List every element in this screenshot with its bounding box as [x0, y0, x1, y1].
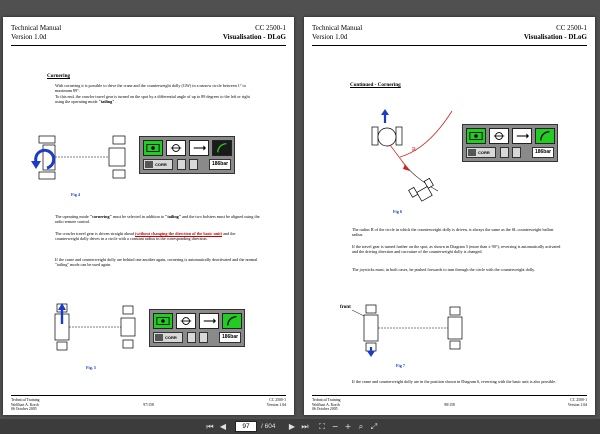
- paragraph: [55, 83, 255, 105]
- footer-page-number: 98/158: [444, 403, 455, 407]
- crawler-icon: [467, 129, 485, 143]
- corr-label: CORR: [478, 150, 490, 155]
- crane-diagram-fig7: [340, 299, 476, 357]
- prev-page-icon[interactable]: ◀: [219, 422, 227, 431]
- cornering-diagram-fig6: [368, 109, 460, 209]
- pressure-readout: 186bar: [532, 147, 554, 158]
- pressure-readout: 186bar: [209, 159, 231, 170]
- page-98: [304, 17, 595, 415]
- paragraph: If the crane and counterweight dolly are behind one another again, cornering is automatically deactivated and the normal "tailing" mode can be used again.: [55, 257, 258, 268]
- header-version: Version 1.0d: [312, 33, 348, 41]
- page-total: / 604: [261, 423, 276, 430]
- para-text: and the counterweight dolly drives in a circle with a constant radius in the corresponding direction.: [55, 231, 236, 242]
- dolly-icon: [177, 314, 195, 328]
- paragraph: If the travel gear is turned further on the spot, as shown in Diagram 5 (more than ± 90°), reversing is automatically activated and the driving direction and curvature of the counterweight dolly is changed.: [352, 244, 561, 255]
- paragraph: If the crane and counterweight dolly are in the position shown in Diagram 6, reversing with the basic unit is also possible.: [352, 379, 557, 384]
- indicator-box: [500, 147, 509, 158]
- corr-label: CORR: [155, 162, 167, 167]
- para-text: With cornering it is possible to drive the crane and the counterweight dolly (GW) in a narrow circle between 1° to maximum 89°.: [55, 83, 246, 94]
- straight-mode-button[interactable]: [189, 140, 209, 156]
- para-bold: "cornering": [89, 214, 112, 219]
- first-page-icon[interactable]: ⏮: [206, 422, 214, 431]
- cornering-mode-button[interactable]: [535, 128, 555, 144]
- page-header: [312, 24, 587, 46]
- paragraph: The joysticks must, in both cases, be pushed forwards to turn through the circle with the counterweight dolly.: [352, 267, 536, 272]
- para-text: must be selected in addition to: [111, 214, 166, 219]
- para-bold: "tailing": [165, 214, 182, 219]
- page-footer: [312, 395, 587, 413]
- steering-mode-button[interactable]: [489, 128, 509, 144]
- curve-icon: [223, 314, 241, 328]
- radius-label: R: [412, 147, 417, 153]
- straight-mode-button[interactable]: [512, 128, 532, 144]
- indicator-box: [512, 147, 521, 158]
- para-text: To this end, the crawler travel gear is turned on the spot by a differential angle of up to 89 degrees to the left or right using the operating mode: [55, 93, 250, 105]
- steering-mode-button[interactable]: [176, 313, 196, 329]
- header-version: Version 1.0d: [11, 33, 47, 41]
- corr-icon: [145, 161, 153, 168]
- page-header: [11, 24, 286, 46]
- para-text: The operating mode: [55, 214, 90, 219]
- tailing-mode-button[interactable]: [143, 140, 163, 156]
- viewer-toolbar: [0, 419, 600, 434]
- footer-model: CC 2500-1 Version 1.0d: [266, 398, 286, 407]
- control-panel-fig6: [462, 124, 558, 162]
- footer-author: Technical Training Wolfhart A. Korth 06 October 2005: [11, 398, 40, 412]
- header-section: Visualisation - DLoG: [523, 33, 587, 41]
- crawler-icon: [144, 141, 162, 155]
- last-page-icon[interactable]: ⏭: [301, 422, 309, 431]
- paragraph: [55, 231, 260, 242]
- para-highlight: (without changing the direction of the basic unit): [135, 231, 223, 236]
- paragraph: The radius R of the circle in which the counterweight dolly is driven, is always the same as the SL counterweight ballast radius.: [352, 227, 554, 238]
- header-manual-title: Technical Manual: [312, 24, 363, 32]
- next-page-icon[interactable]: ▶: [288, 422, 296, 431]
- dolly-icon: [490, 129, 508, 143]
- pressure-readout: 186bar: [219, 332, 241, 343]
- page-97: [3, 17, 294, 415]
- fit-page-icon[interactable]: ⛶: [319, 422, 325, 431]
- fullscreen-icon[interactable]: ⤢: [370, 422, 378, 431]
- corr-button[interactable]: [143, 159, 173, 170]
- cornering-mode-button[interactable]: [212, 140, 232, 156]
- header-model: CC 2500-1: [255, 24, 286, 32]
- figure-caption: Fig 4: [71, 192, 80, 197]
- crane-diagram-fig4: [29, 134, 139, 184]
- dolly-icon: [167, 141, 185, 155]
- corr-label: CORR: [165, 335, 177, 340]
- page-footer: [11, 395, 286, 413]
- control-panel-fig4: [139, 136, 235, 174]
- section-title: Cornering: [47, 73, 71, 79]
- figure-caption: Fig 6: [393, 209, 402, 214]
- zoom-in-icon[interactable]: +: [344, 422, 352, 431]
- steering-mode-button[interactable]: [166, 140, 186, 156]
- arrow-icon: [513, 129, 531, 143]
- indicator-box: [177, 159, 186, 170]
- figure-caption: Fig 7: [396, 363, 405, 368]
- corr-button[interactable]: [153, 332, 183, 343]
- para-text: The crawler travel gear is driven straight ahead: [55, 231, 135, 236]
- footer-model: CC 2500-1 Version 1.0d: [567, 398, 587, 407]
- tailing-mode-button[interactable]: [466, 128, 486, 144]
- footer-author: Technical Training Wolfhart A. Korth 06 October 2005: [312, 398, 341, 412]
- indicator-box: [187, 332, 196, 343]
- para-bold: "tailing": [98, 99, 115, 105]
- figure-caption: Fig. 5: [86, 365, 97, 370]
- para-text: .: [114, 99, 116, 105]
- paragraph: [55, 214, 260, 225]
- footer-page-number: 97/158: [143, 403, 154, 407]
- corr-icon: [468, 149, 476, 156]
- tailing-mode-button[interactable]: [153, 313, 173, 329]
- crane-diagram-fig5: [43, 302, 143, 352]
- arrow-icon: [200, 314, 218, 328]
- corr-icon: [155, 334, 163, 341]
- curve-icon: [536, 129, 554, 143]
- header-manual-title: Technical Manual: [11, 24, 62, 32]
- section-title: Continued - Cornering: [350, 82, 401, 88]
- indicator-box: [199, 332, 208, 343]
- straight-mode-button[interactable]: [199, 313, 219, 329]
- crawler-icon: [154, 314, 172, 328]
- curve-icon: [213, 141, 231, 155]
- corr-button[interactable]: [466, 147, 496, 158]
- para-text: and the two bolsters must be aligned using the radio remote control.: [55, 214, 260, 225]
- header-section: Visualisation - DLoG: [222, 33, 286, 41]
- header-model: CC 2500-1: [556, 24, 587, 32]
- indicator-box: [189, 159, 198, 170]
- zoom-out-icon[interactable]: −: [331, 422, 339, 431]
- front-label: front: [340, 305, 351, 310]
- control-panel-fig5: [149, 309, 245, 347]
- cornering-mode-button[interactable]: [222, 313, 242, 329]
- arrow-icon: [190, 141, 208, 155]
- page-number-input[interactable]: [235, 421, 257, 432]
- search-icon[interactable]: ⌕: [358, 422, 364, 431]
